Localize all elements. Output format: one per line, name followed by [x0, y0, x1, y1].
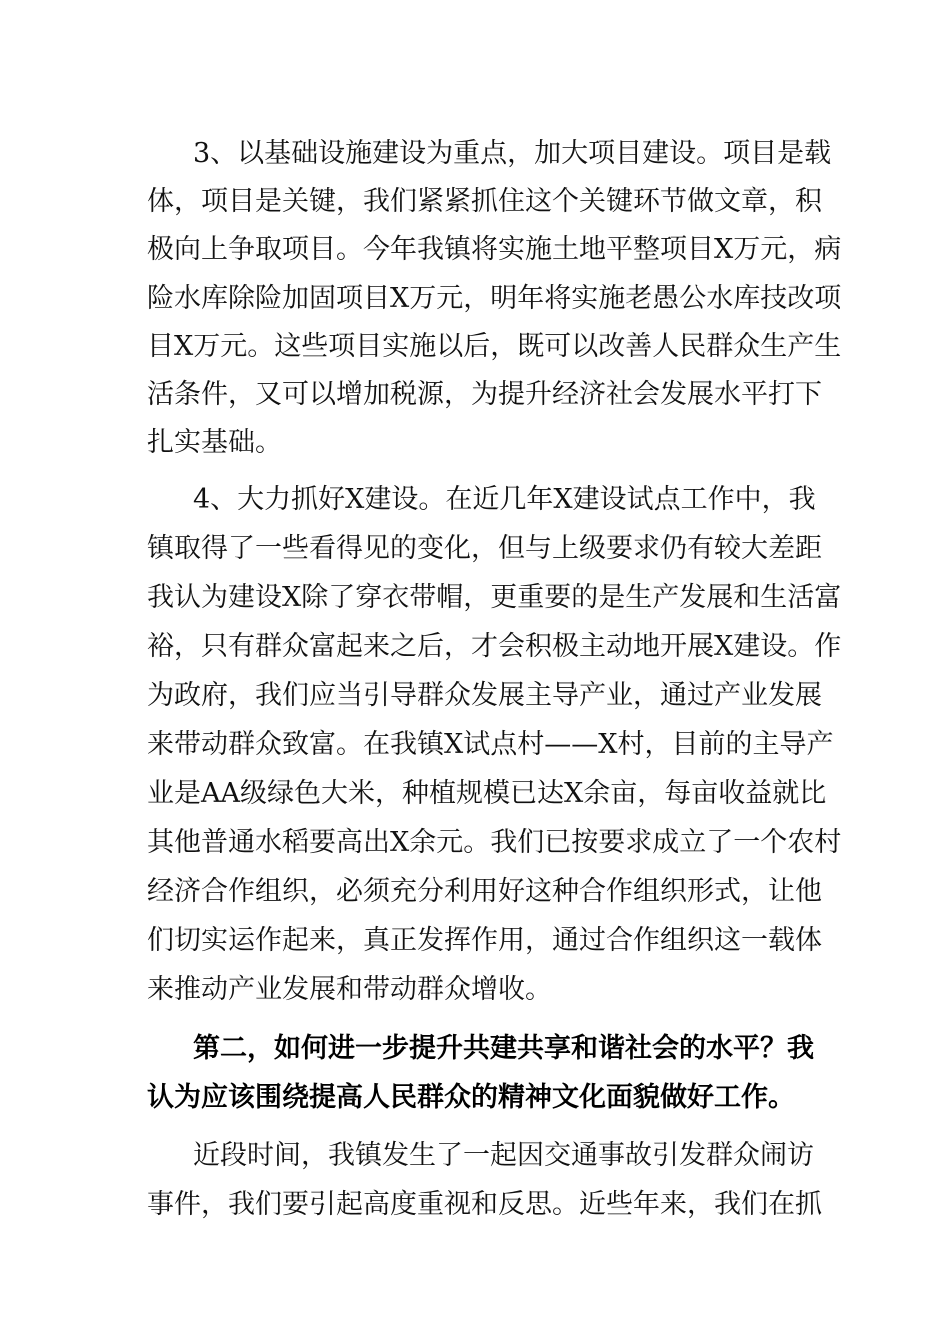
heading-line-2: 认为应该围绕提高人民群众的精神文化面貌做好工作。 — [147, 1082, 795, 1113]
paragraph-2-line-4: 裕，只有群众富起来之后，才会积极主动地开展X建设。作 — [147, 631, 842, 662]
paragraph-1-line-6: 活条件，又可以增加税源，为提升经济社会发展水平打下 — [147, 379, 822, 410]
paragraph-2-line-6: 来带动群众致富。在我镇X试点村——X村，目前的主导产 — [147, 729, 834, 760]
paragraph-2-line-2: 镇取得了一些看得见的变化，但与上级要求仍有较大差距 — [147, 533, 822, 564]
paragraph-2-line-10: 们切实运作起来，真正发挥作用，通过合作组织这一载体 — [147, 925, 822, 956]
heading-line-1: 第二，如何进一步提升共建共享和谐社会的水平？我 — [193, 1033, 814, 1064]
paragraph-1-line-2: 体，项目是关键，我们紧紧抓住这个关键环节做文章，积 — [147, 186, 822, 217]
paragraph-2-line-8: 其他普通水稻要高出X余元。我们已按要求成立了一个农村 — [147, 827, 842, 858]
paragraph-2-line-5: 为政府，我们应当引导群众发展主导产业，通过产业发展 — [147, 680, 822, 711]
paragraph-2-line-9: 经济合作组织，必须充分利用好这种合作组织形式，让他 — [147, 876, 822, 907]
paragraph-1-line-4: 险水库除险加固项目X万元，明年将实施老愚公水库技改项 — [147, 283, 842, 314]
paragraph-1-line-5: 目X万元。这些项目实施以后，既可以改善人民群众生产生 — [147, 331, 842, 362]
paragraph-1-line-7: 扎实基础。 — [147, 427, 282, 458]
paragraph-1-line-1: 3、以基础设施建设为重点，加大项目建设。项目是载 — [193, 138, 832, 169]
paragraph-2-line-3: 我认为建设X除了穿衣带帽，更重要的是生产发展和生活富 — [147, 582, 842, 613]
paragraph-2-line-1: 4、大力抓好X建设。在近几年X建设试点工作中，我 — [193, 484, 816, 515]
paragraph-2-line-7: 业是AA级绿色大米，种植规模已达X余亩，每亩收益就比 — [147, 778, 827, 809]
paragraph-2-line-11: 来推动产业发展和带动群众增收。 — [147, 974, 552, 1005]
paragraph-4-line-1: 近段时间，我镇发生了一起因交通事故引发群众闹访 — [193, 1140, 814, 1171]
paragraph-4-line-2: 事件，我们要引起高度重视和反思。近些年来，我们在抓 — [147, 1189, 822, 1220]
paragraph-1-line-3: 极向上争取项目。今年我镇将实施土地平整项目X万元，病 — [147, 234, 842, 265]
